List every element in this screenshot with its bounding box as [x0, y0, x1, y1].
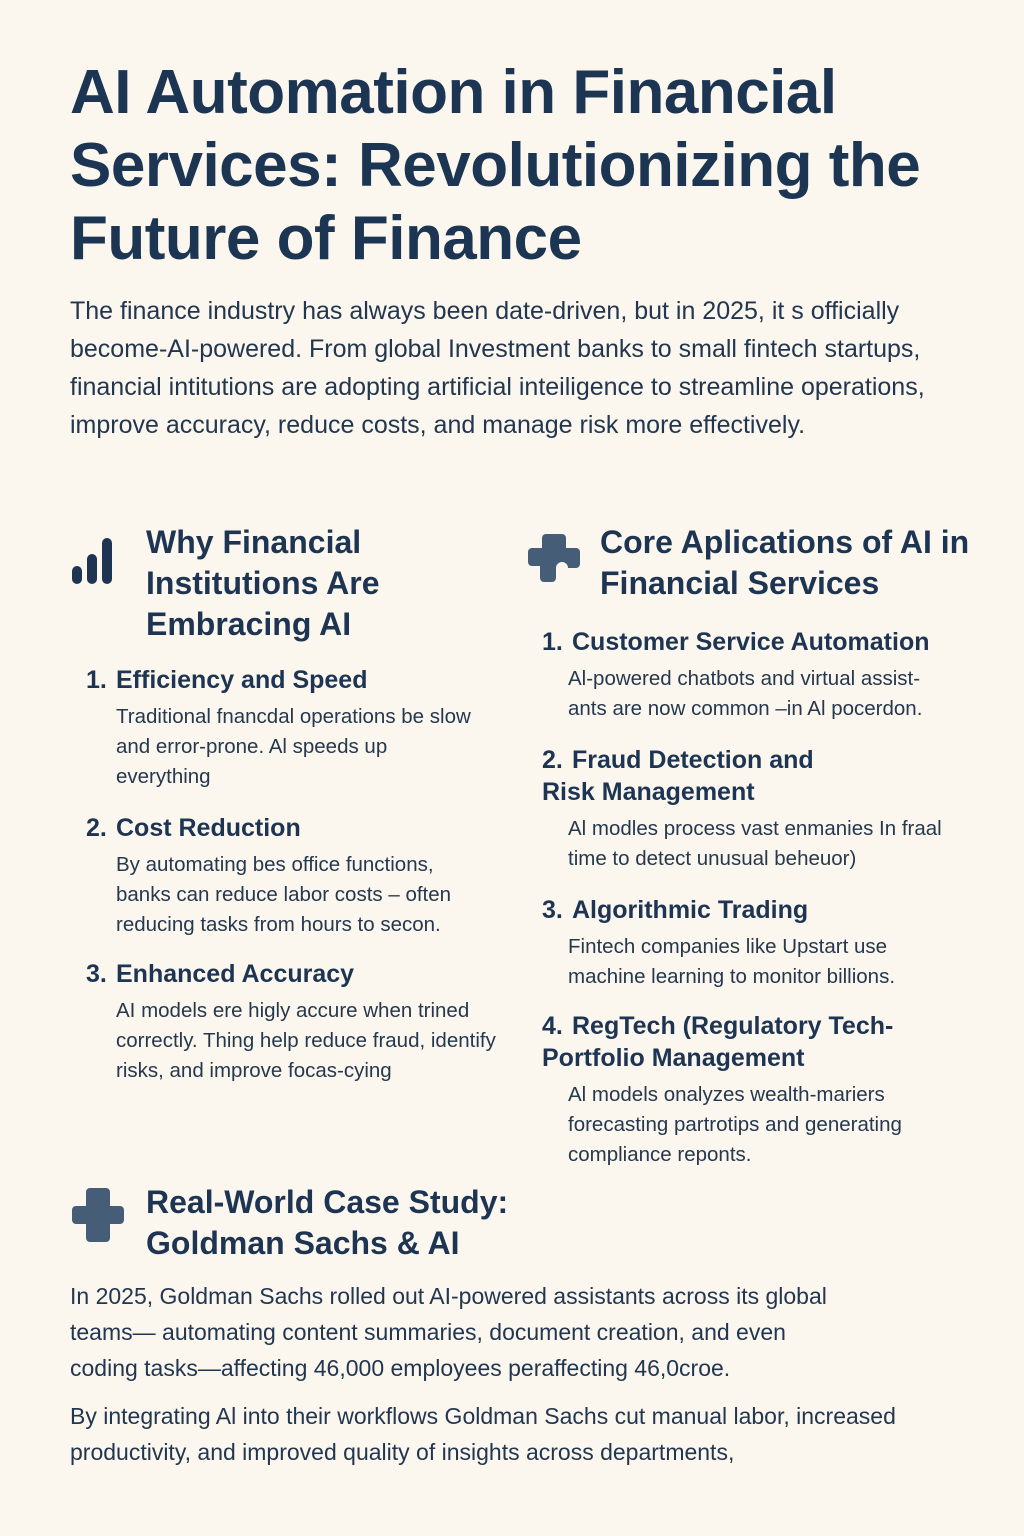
- item-title: 1. Efficiency and Speed: [86, 666, 368, 694]
- item-text: Fintech companies like Upstart use machine learning to monitor billions.: [568, 935, 896, 988]
- case-study-heading: Real-World Case Study: Goldman Sachs & AI: [146, 1184, 509, 1261]
- item-text: Al-powered chatbots and virtual assist-ants are now common –in Al pocerdon.: [568, 667, 923, 720]
- item-text: Al modles process vast enmanies In fraal time to detect unusual beheuor): [568, 817, 942, 870]
- list-item: [542, 626, 982, 724]
- why-section-heading: Why Financial Institutions Are Embracing AI: [146, 524, 380, 642]
- case-study-header: [70, 1182, 590, 1264]
- item-title: 3. Algorithmic Trading: [542, 896, 809, 924]
- list-item: [542, 1010, 982, 1170]
- item-text: Traditional fnancdal operations be slow and error-prone. Al speeds up everything: [116, 705, 471, 788]
- applications-section-header: [526, 522, 986, 604]
- bar-chart-icon: [72, 532, 116, 589]
- item-title: 2. Fraud Detection and Risk Management: [542, 746, 814, 806]
- plus-icon: [70, 1186, 126, 1247]
- case-study-paragraph-2: By integrating Al into their workflows Goldman Sachs cut manual labor, increased productivity, and improved quality of insights across departments,: [70, 1403, 896, 1465]
- list-item: [86, 958, 506, 1086]
- page-title: AI Automation in Financial Services: Revolutionizing the Future of Finance: [70, 58, 921, 273]
- case-study-paragraph-1: In 2025, Goldman Sachs rolled out AI-powered assistants across its global teams— automating content summaries, document creation, and even coding tasks—affecting 46,000 employees peraffecting 46,0croe.: [70, 1283, 827, 1381]
- applications-section-heading: Core Aplications of AI in Financial Services: [600, 524, 970, 601]
- item-text: By automating bes office functions, banks can reduce labor costs – often reducing tasks from hours to secon.: [116, 853, 452, 936]
- item-title: 3. Enhanced Accuracy: [86, 960, 355, 988]
- list-item: [86, 812, 506, 940]
- why-section-header: [72, 522, 472, 645]
- item-title: 4. RegTech (Regulatory Tech- Portfolio Management: [542, 1012, 894, 1072]
- item-title: 2. Cost Reduction: [86, 814, 301, 842]
- item-text: Al models onalyzes wealth-mariers forecasting partrotips and generating compliance reponts.: [568, 1083, 902, 1166]
- puzzle-icon: [526, 530, 582, 591]
- list-item: [86, 664, 506, 792]
- list-item: [542, 744, 982, 874]
- item-text: AI models ere higly accure when trined correctly. Thing help reduce fraud, identify risks, and improve focas-cying: [116, 999, 496, 1082]
- item-title: 1. Customer Service Automation: [542, 628, 930, 656]
- list-item: [542, 894, 982, 992]
- intro-paragraph: The finance industry has always been date-driven, but in 2025, it s officially become-AI-powered. From global Investment banks to small fintech startups, financial intitutions are adopting artificial inteiligence to streamline operations, improve accuracy, reduce costs, and manage risk more effectively.: [70, 297, 925, 439]
